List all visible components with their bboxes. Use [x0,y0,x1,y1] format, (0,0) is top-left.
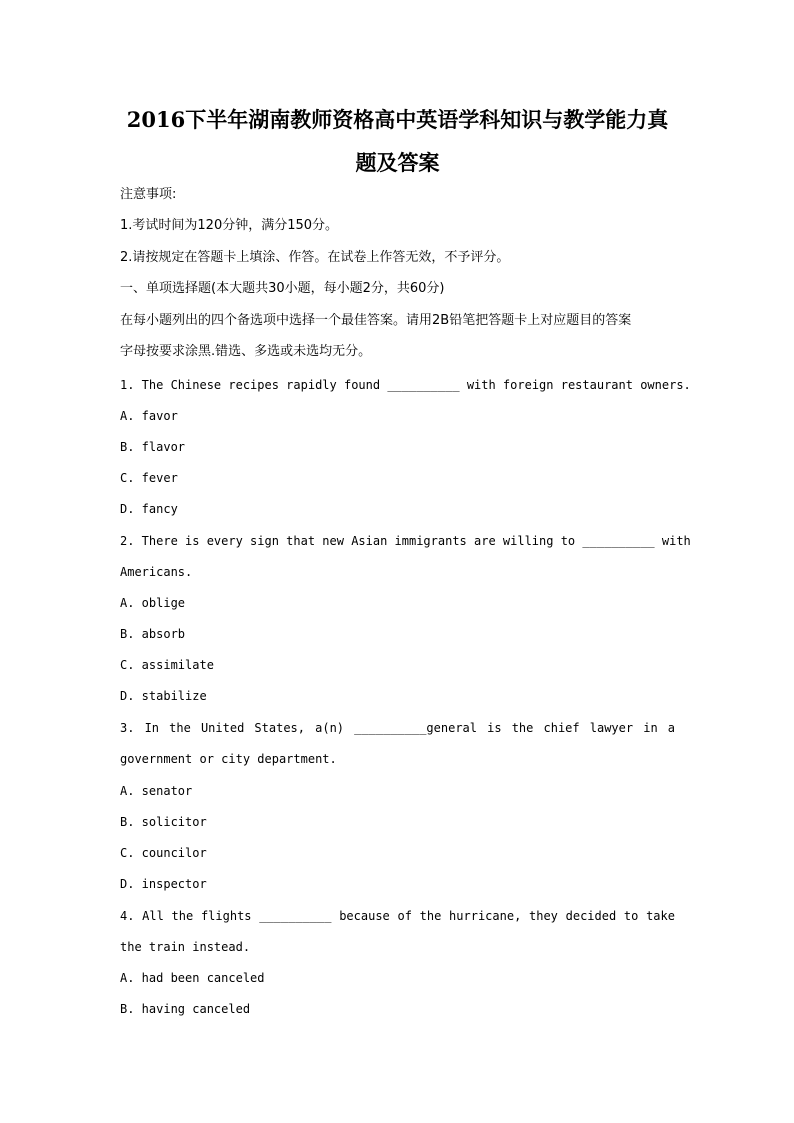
question-4-option-b: B. having canceled [120,1002,251,1016]
question-3-stem-end: general is the chief lawyer in a [426,721,676,735]
question-3-stem [120,719,675,737]
question-4-stem-start: 4. All the flights [120,909,252,923]
question-1-stem-end: with foreign restaurant owners. [466,378,691,392]
section-instruction-line-1: 在每小题列出的四个备选项中选择一个最佳答案。请用2B铅笔把答题卡上对应题目的答案 [120,313,632,328]
question-2-stem [120,532,691,550]
question-2-option-c: C. assimilate [120,658,214,672]
question-3-option-b: B. solicitor [120,815,207,829]
answer-blank: __________ [582,534,655,548]
question-2-stem-end: with [661,534,691,548]
note-item-2: 2.请按规定在答题卡上填涂、作答。在试卷上作答无效，不予评分。 [120,250,510,265]
question-2-option-a: A. oblige [120,596,186,610]
question-3-option-c: C. councilor [120,846,207,860]
question-3-option-d: D. inspector [120,877,207,891]
notes-heading: 注意事项: [120,187,177,202]
question-2-stem-line-2: Americans. [120,565,193,579]
question-2-option-d: D. stabilize [120,689,207,703]
question-1-stem [120,376,691,394]
question-4-option-a: A. had been canceled [120,971,265,985]
question-3-option-a: A. senator [120,784,193,798]
question-4-stem-line-2: the train instead. [120,940,251,954]
question-2-option-b: B. absorb [120,627,186,641]
page-title-line-1: 2016下半年湖南教师资格高中英语学科知识与教学能力真 [126,107,669,132]
question-4-stem [120,907,675,925]
note-item-1: 1.考试时间为120分钟，满分150分。 [120,218,339,233]
question-3-stem-start: 3. In the United States, a(n) [120,721,345,735]
page-title-line-2: 题及答案 [355,150,440,175]
answer-blank: __________ [387,378,460,392]
section-heading: 一、单项选择题(本大题共30小题，每小题2分，共60分) [120,281,445,296]
question-1-option-c: C. fever [120,471,178,485]
section-instruction-line-2: 字母按要求涂黑.错选、多选或未选均无分。 [120,344,372,359]
question-4-stem-end: because of the hurricane, they decided to take [339,909,675,923]
question-3-stem-line-2: government or city department. [120,752,337,766]
answer-blank: __________ [259,909,332,923]
question-2-stem-start: 2. There is every sign that new Asian immigrants are willing to [120,534,576,548]
question-1-option-d: D. fancy [120,502,178,516]
question-1-option-a: A. favor [120,409,178,423]
question-1-stem-start: 1. The Chinese recipes rapidly found [120,378,381,392]
question-1-option-b: B. flavor [120,440,186,454]
answer-blank: __________ [354,721,427,735]
